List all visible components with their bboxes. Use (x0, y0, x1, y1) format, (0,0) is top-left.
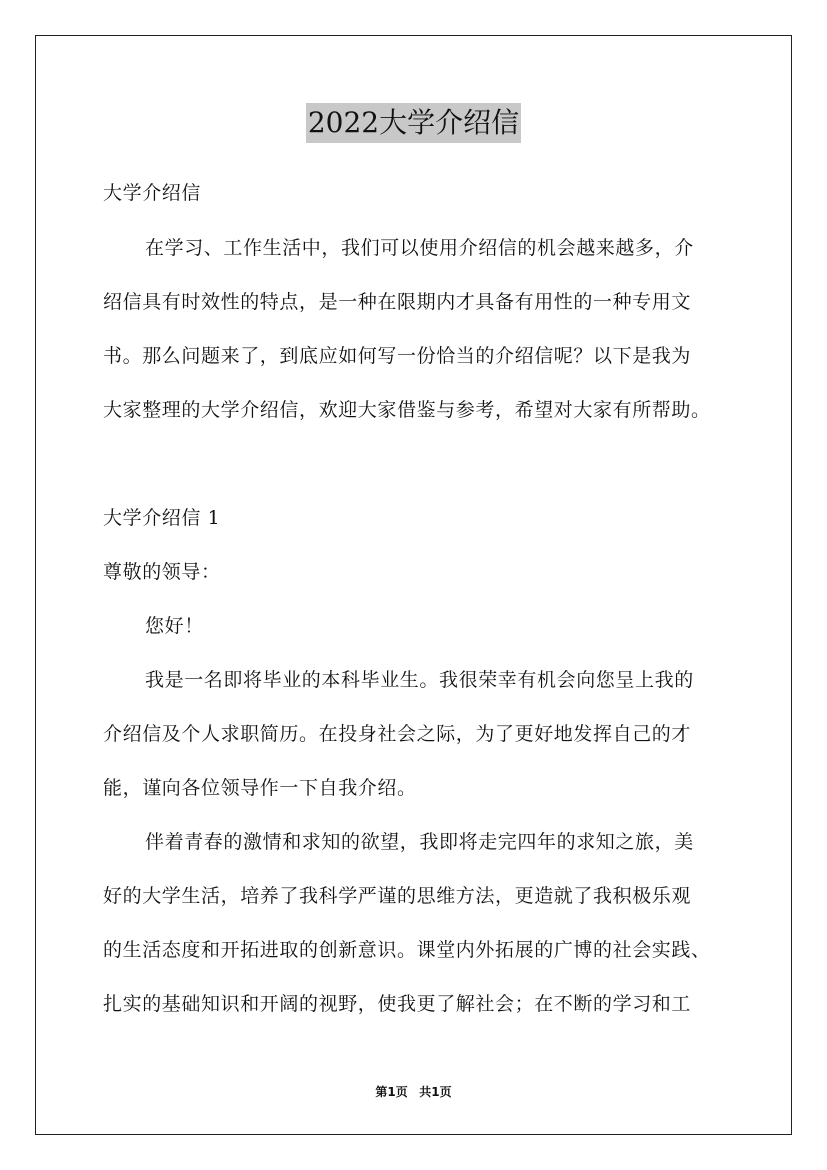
para2-line-4: 扎实的基础知识和开阔的视野，使我更了解社会；在不断的学习和工 (103, 993, 692, 1015)
intro-line-1: 在学习、工作生活中，我们可以使用介绍信的机会越来越多，介 (145, 237, 694, 259)
page-footer (0, 1084, 827, 1100)
intro-line-2: 绍信具有时效性的特点，是一种在限期内才具备有用性的一种专用文 (103, 291, 692, 313)
section-title: 大学介绍信 1 (103, 507, 221, 529)
para2-line-1: 伴着青春的激情和求知的欲望，我即将走完四年的求知之旅，美 (145, 831, 694, 853)
document-title: 2022大学介绍信 (306, 103, 521, 143)
para2-line-3: 的生活态度和开拓进取的创新意识。课堂内外拓展的广博的社会实践、 (103, 939, 711, 961)
greeting: 您好！ (145, 615, 204, 637)
para1-line-3: 能，谨向各位领导作一下自我介绍。 (103, 777, 417, 799)
intro-line-3: 书。那么问题来了，到底应如何写一份恰当的介绍信呢？以下是我为 (103, 345, 692, 367)
para2-line-2: 好的大学生活，培养了我科学严谨的思维方法，更造就了我积极乐观 (103, 885, 692, 907)
subheading: 大学介绍信 (103, 182, 202, 204)
intro-line-4: 大家整理的大学介绍信，欢迎大家借鉴与参考，希望对大家有所帮助。 (103, 399, 711, 421)
title-wrap (0, 103, 827, 143)
page-number: 第1页 (375, 1085, 408, 1099)
salutation: 尊敬的领导： (103, 561, 221, 583)
para1-line-1: 我是一名即将毕业的本科毕业生。我很荣幸有机会向您呈上我的 (145, 669, 694, 691)
para1-line-2: 介绍信及个人求职简历。在投身社会之际，为了更好地发挥自己的才 (103, 723, 692, 745)
page-total: 共1页 (419, 1085, 452, 1099)
